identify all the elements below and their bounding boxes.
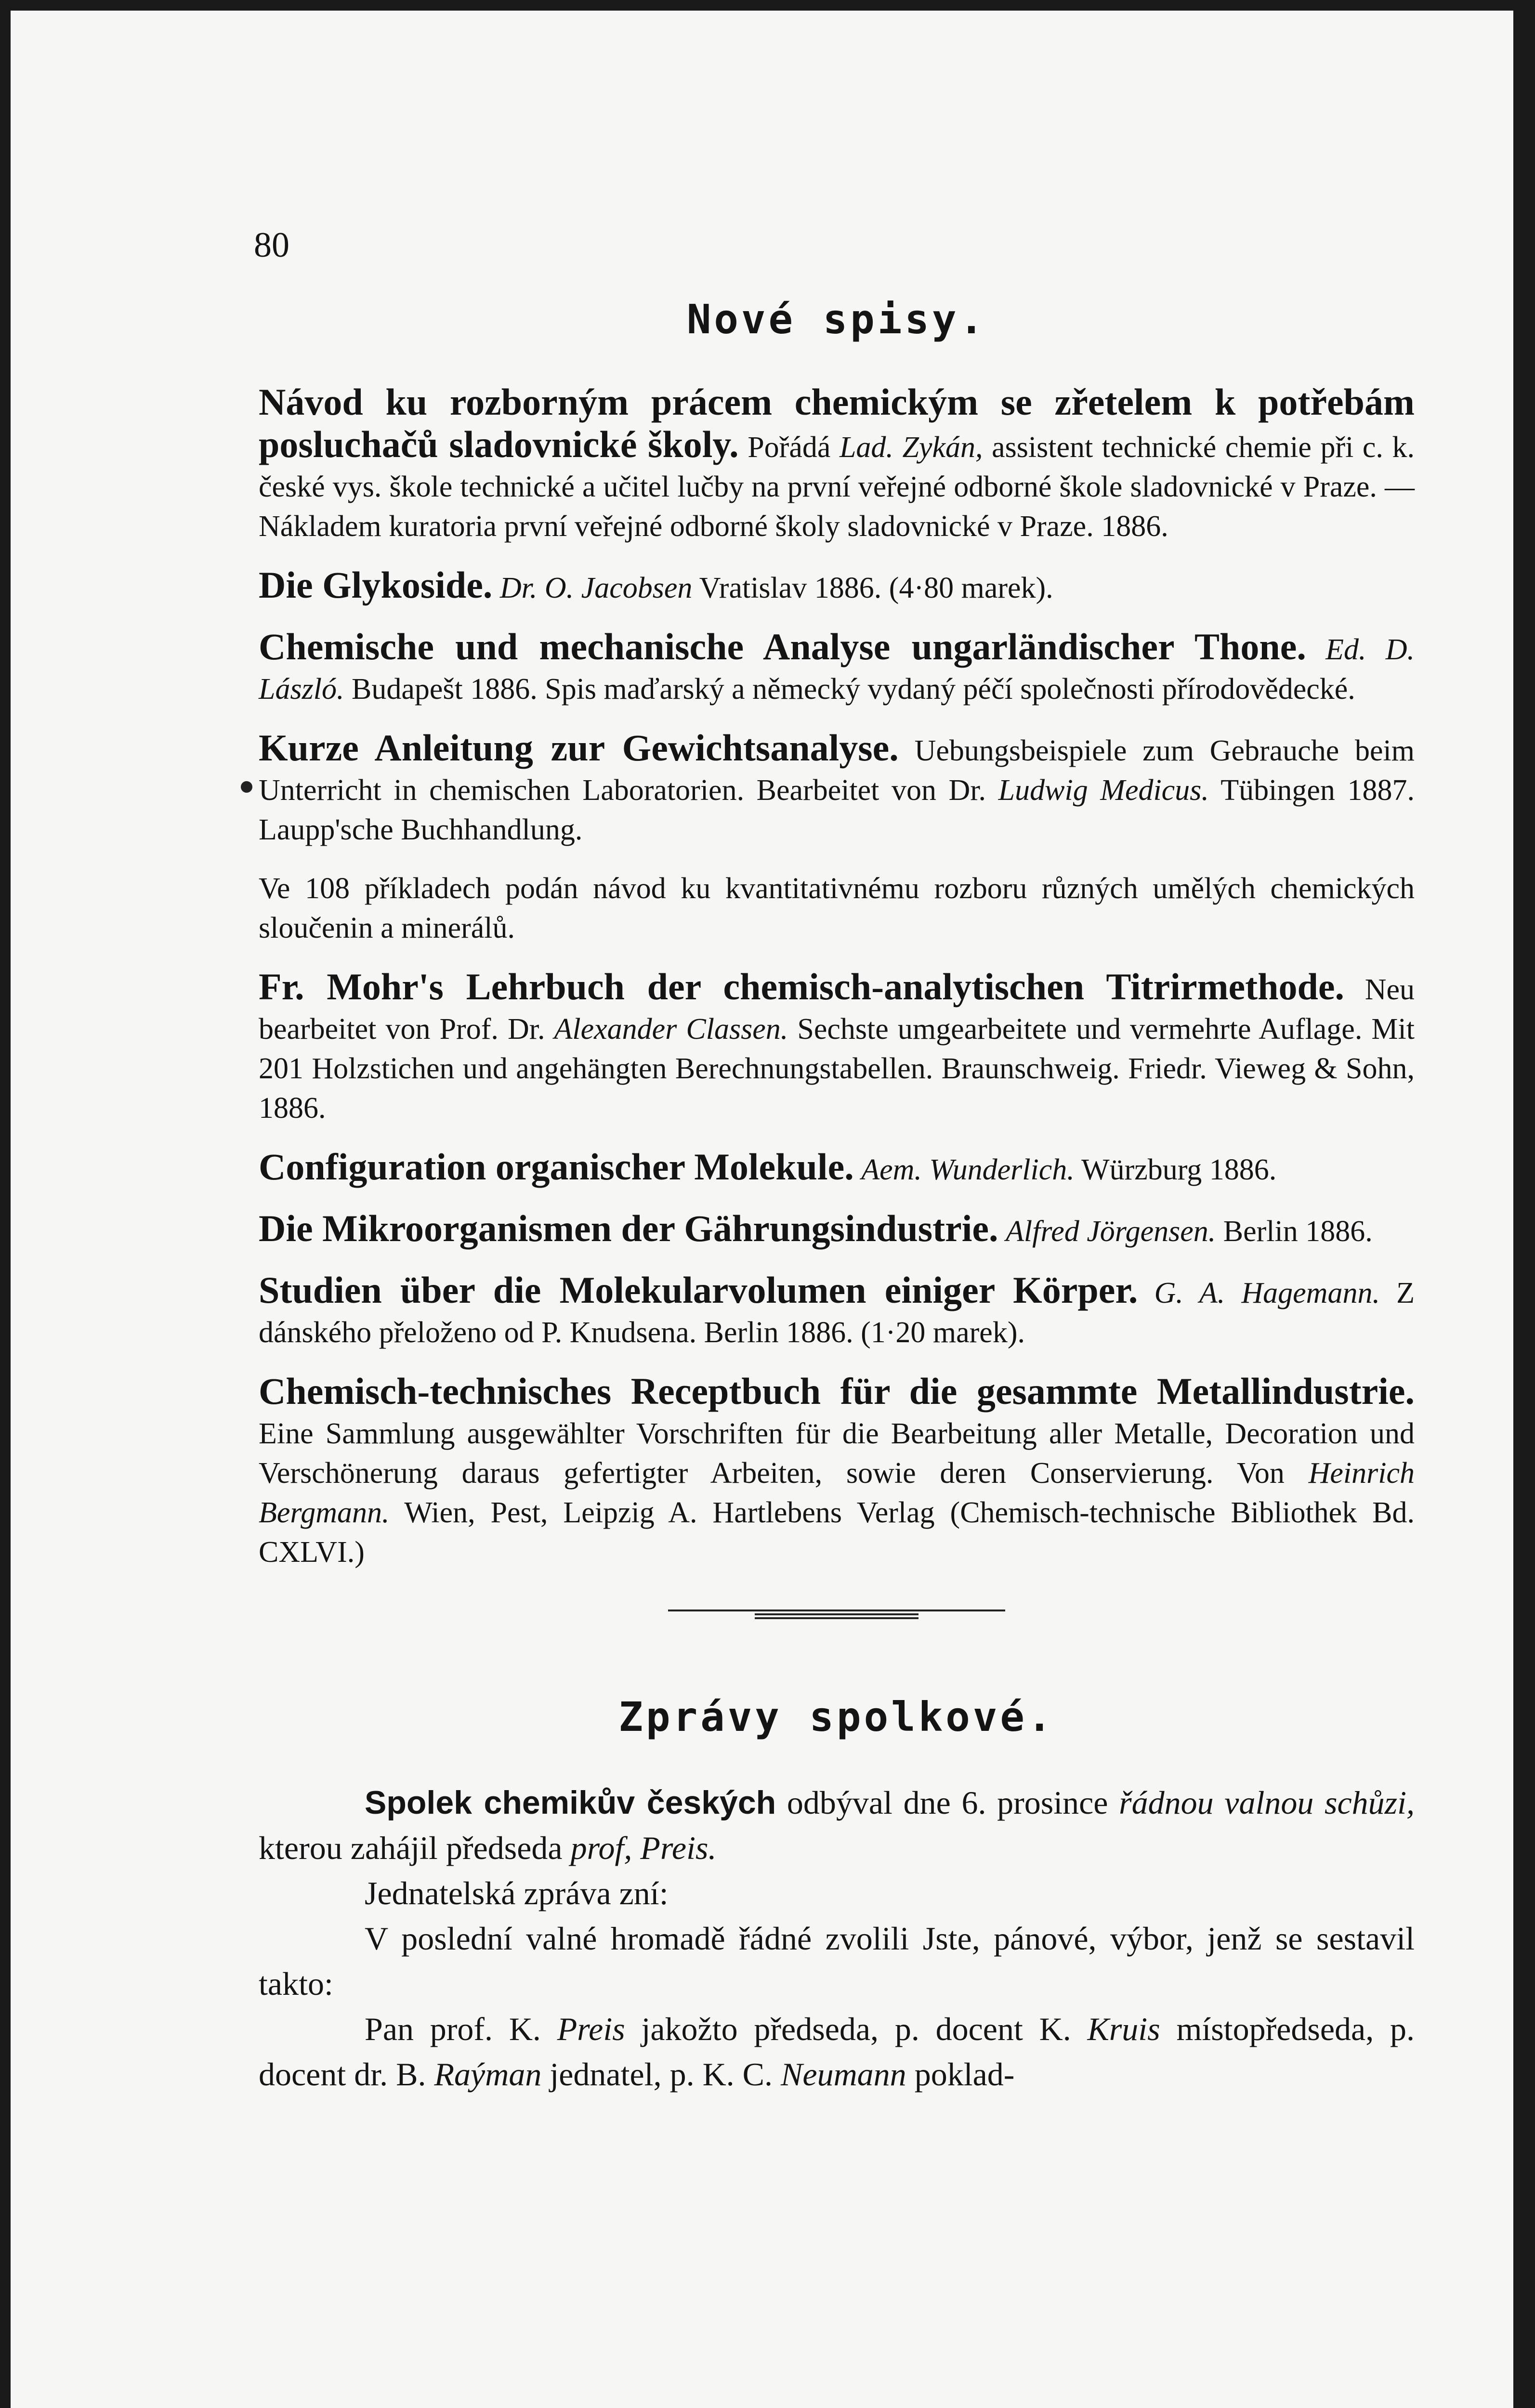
section-heading-nove-spisy: Nové spisy. [686, 296, 987, 343]
entry-title: Fr. Mohr's Lehrbuch der chemisch-analytischen Titrirmethode. [259, 966, 1345, 1008]
society-name: Spolek chemikův českých [365, 1784, 776, 1821]
entry-note: Ve 108 příkladech podán návod ku kvantitativnému rozboru různých umělých chemických sloučenin a minerálů. [259, 872, 1415, 944]
page-number: 80 [254, 225, 289, 265]
entry-author: Alfred Jörgensen. [1006, 1215, 1216, 1248]
report-text: místopředseda, p. docent dr. B. [259, 2011, 1415, 2093]
entry-author: Ed. D. László. [259, 633, 1415, 706]
entry-text [492, 572, 500, 604]
entry-text: Würzburg 1886. [1074, 1153, 1277, 1186]
entry-title: Návod ku rozborným prácem chemickým se zřetelem k potřebám posluchačů sladovnické školy. [259, 381, 1415, 465]
report-italic: řádnou valnou schůzi, [1119, 1784, 1415, 1821]
entry-text: Neu bearbeitet von Prof. Dr. [259, 973, 1415, 1046]
list-item [259, 565, 1415, 608]
report-paragraph: V poslední valné hromadě řádné zvolili Jste, pánové, výbor, jenž se sestavil takto: [259, 1920, 1415, 2002]
entry-text: Z dánského přeloženo od P. Knudsena. Berlin 1886. (1·20 marek). [259, 1277, 1415, 1349]
entry-author: Heinrich Bergmann. [259, 1457, 1415, 1529]
entry-title: Chemisch-technisches Receptbuch für die gesammte Metallindustrie. [259, 1370, 1415, 1412]
entry-text [854, 1153, 862, 1186]
entry-text: Budapešt 1886. Spis maďarský a německý vydaný péčí společnosti přírodovědecké. [344, 673, 1355, 706]
entry-text [1138, 1277, 1154, 1309]
entry-title: Die Glykoside. [259, 564, 493, 606]
list-item [259, 382, 1415, 546]
entry-author: Ludwig Medicus. [998, 774, 1209, 807]
report-italic: Kruis [1087, 2011, 1160, 2047]
report-text: kterou zahájil předseda [259, 1830, 571, 1866]
entry-title: Studien über die Molekularvolumen einiger Körper. [259, 1269, 1138, 1311]
list-item [259, 1147, 1415, 1190]
entry-text [998, 1215, 1006, 1248]
entry-text: Wien, Pest, Leipzig A. Hartlebens Verlag (Chemisch-technische Bibliothek Bd. CXLVI.) [259, 1496, 1415, 1569]
list-item [259, 627, 1415, 709]
entry-author: Alexander Classen. [554, 1013, 788, 1046]
society-report [259, 1780, 1415, 2097]
entry-author: Lad. Zykán, [839, 431, 983, 464]
report-text: jakožto předseda, p. docent K. [625, 2011, 1088, 2047]
entry-text: Eine Sammlung ausgewählter Vorschriften für die Bearbeitung aller Metalle, Decoration und Verschönerung daraus gefertigter Arbeiten, sowie deren Conservierung. Von [259, 1417, 1415, 1490]
report-paragraph [259, 1780, 1415, 1871]
entry-title: Kurze Anleitung zur Gewichtsanalyse. [259, 727, 899, 769]
entry-text: Berlin 1886. [1216, 1215, 1373, 1248]
entry-author: G. A. Hagemann. [1154, 1277, 1380, 1309]
entry-text: Vratislav 1886. (4·80 marek). [692, 572, 1053, 604]
entry-text: Sechste umgearbeitete und vermehrte Auflage. Mit 201 Holzstichen und angehängten Berechnungstabellen. Braunschweig. Friedr. Vieweg & Sohn, 1886. [259, 1013, 1415, 1125]
list-item [259, 1372, 1415, 1572]
content [259, 296, 1415, 2097]
report-paragraph: Jednatelská zpráva zní: [365, 1875, 669, 1911]
report-text: jednatel, p. K. C. [541, 2056, 781, 2093]
entry-text: Tübingen 1887. Laupp'sche Buchhandlung. [259, 774, 1415, 846]
entry-title: Configuration organischer Molekule. [259, 1146, 854, 1188]
entry-title: Die Mikroorganismen der Gährungsindustrie. [259, 1207, 998, 1249]
list-item [259, 1270, 1415, 1352]
list-item [259, 1209, 1415, 1251]
entry-author: Aem. Wunderlich. [861, 1153, 1075, 1186]
report-text: Pan prof. K. [365, 2011, 557, 2047]
entry-text [1306, 633, 1325, 666]
entry-text: Uebungsbeispiele zum Gebrauche beim Unterricht in chemischen Laboratorien. Bearbeitet von Dr. [259, 734, 1415, 807]
entry-text: Pořádá [738, 431, 840, 464]
margin-mark [241, 781, 252, 793]
report-text: poklad- [906, 2056, 1015, 2093]
section-divider [668, 1606, 1005, 1620]
entry-title: Chemische und mechanische Analyse ungarländischer Thone. [259, 626, 1306, 667]
report-italic: prof, Preis. [570, 1830, 717, 1866]
page [11, 11, 1513, 2408]
report-italic: Raýman [434, 2056, 542, 2093]
report-text: odbýval dne 6. prosince [776, 1784, 1119, 1821]
report-italic: Neumann [781, 2056, 906, 2093]
report-paragraph [259, 2006, 1415, 2097]
entry-author: Dr. O. Jacobsen [499, 572, 693, 604]
list-item [259, 728, 1415, 850]
list-item [259, 967, 1415, 1128]
section-heading-zpravy-spolkove: Zprávy spolkové. [618, 1693, 1055, 1741]
entry-text: assistent technické chemie při c. k. české vys. škole technické a učitel lučby na první veřejné odborné škole sladovnické v Praze. — Nákladem kuratoria první veřejné odborné školy sladovnické v Praze. 1886. [259, 431, 1415, 543]
report-italic: Preis [557, 2011, 625, 2047]
